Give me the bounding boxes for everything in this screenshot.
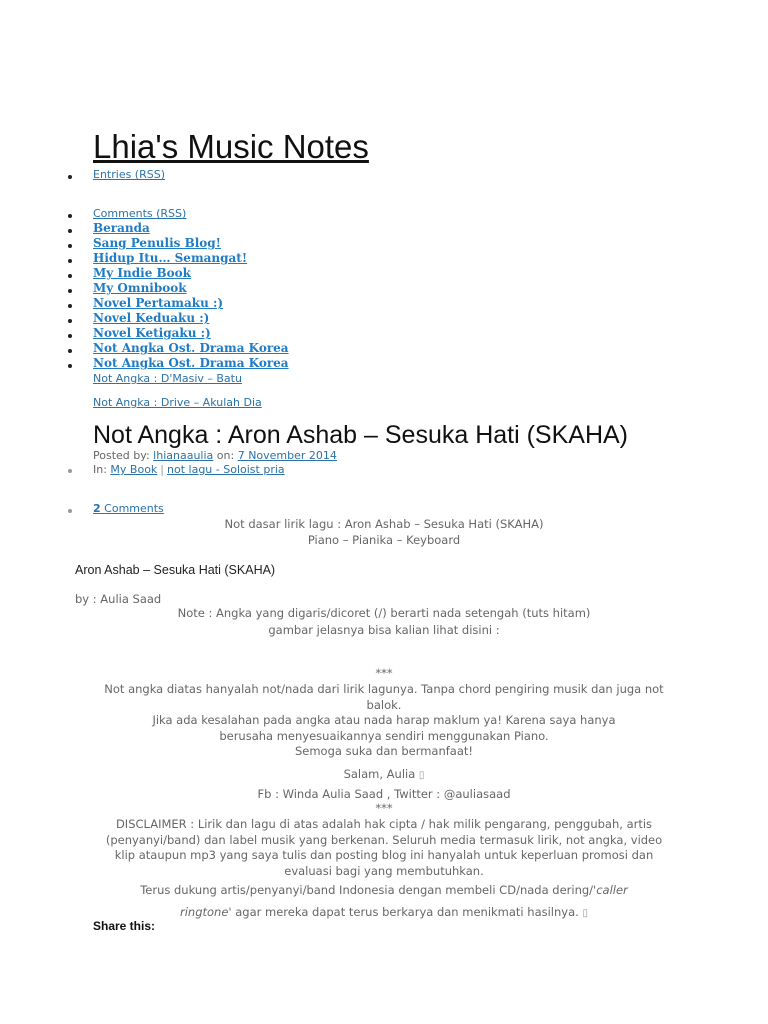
missing-glyph: ▯	[418, 770, 425, 781]
disclaimer: DISCLAIMER : Lirik dan lagu di atas adalah hak cipta / hak milik pengarang, penggubah, artis (penyanyi/band) dan label musik yang berkenan. Seluruh media termasuk lirik, not angka, video klip ataupun mp3 yang saya tulis dan posting blog ini hanyalah untuk keperluan promosi dan evaluasi bagi yang membutuhkan.	[105, 817, 663, 878]
bullet	[68, 334, 72, 338]
song-title: Aron Ashab – Sesuka Hati (SKAHA)	[75, 563, 276, 577]
paragraph-3: Semoga suka dan bermanfaat!	[294, 744, 474, 758]
comments-rss-link[interactable]: Comments (RSS)	[93, 207, 187, 220]
post-date-link[interactable]: 7 November 2014	[237, 449, 337, 462]
bullet	[68, 364, 72, 368]
post-byline	[93, 449, 337, 463]
category-link-my-book[interactable]: My Book	[110, 463, 158, 476]
comments-link[interactable]	[93, 502, 164, 516]
post-title: Not Angka : Aron Ashab – Sesuka Hati (SKAHA)	[93, 421, 629, 449]
bullet	[68, 274, 72, 278]
support-text-2: agar mereka dapat terus berkarya dan menikmati hasilnya.	[231, 905, 579, 919]
nav-item-novel-ketigaku[interactable]: Novel Ketigaku :)	[93, 326, 211, 340]
entries-rss-link[interactable]: Entries (RSS)	[93, 168, 165, 181]
intro-line-2: Piano – Pianika – Keyboard	[307, 533, 461, 547]
support-text-1: Terus dukung artis/penyanyi/band Indonesia dengan membeli CD/nada dering/	[140, 883, 594, 897]
nav-item-not-angka-ost-drama-korea[interactable]: Not Angka Ost. Drama Korea	[93, 341, 289, 355]
author-credit: by : Aulia Saad	[75, 592, 162, 606]
in-label: In:	[93, 463, 107, 476]
paragraph-2: Jika ada kesalahan pada angka atau nada harap maklum ya! Karena saya hanya berusaha menyesuaikannya sendiri menggunakan Piano.	[152, 713, 616, 743]
support-italic: 'caller ringtone'	[180, 883, 628, 919]
salam-text: Salam, Aulia	[343, 767, 416, 781]
support-paragraph	[118, 879, 650, 925]
post-categories	[93, 463, 285, 477]
missing-glyph: ▯	[582, 908, 588, 919]
note-line: Note : Angka yang digaris/dicoret (/) berarti nada setengah (tuts hitam)	[177, 606, 591, 620]
intro-line-1: Not dasar lirik lagu : Aron Ashab – Sesuka Hati (SKAHA)	[224, 517, 544, 531]
nav-item-my-indie-book[interactable]: My Indie Book	[93, 266, 191, 280]
nav-item-beranda[interactable]: Beranda	[93, 221, 150, 235]
previous-post-link[interactable]: Not Angka : D'Masiv – Batu	[93, 372, 242, 385]
bullet	[68, 304, 72, 308]
bullet	[68, 469, 72, 473]
social-line: Fb : Winda Aulia Saad , Twitter : @auliasaad	[257, 787, 511, 801]
separator: |	[160, 463, 165, 476]
note-image-hint: gambar jelasnya bisa kalian lihat disini :	[268, 623, 500, 637]
nav-item-novel-keduaku[interactable]: Novel Keduaku :)	[93, 311, 210, 325]
bullet	[68, 509, 72, 513]
paragraph-1: Not angka diatas hanyalah not/nada dari lirik lagunya. Tanpa chord pengiring musik dan juga not balok.	[104, 682, 664, 712]
nav-item-hidup-itu-semangat[interactable]: Hidup Itu… Semangat!	[93, 251, 248, 265]
comments-count: 2	[93, 502, 101, 515]
bullet	[68, 349, 72, 353]
bullet	[68, 175, 72, 179]
site-title[interactable]: Lhia's Music Notes	[93, 128, 369, 165]
on-label: on:	[216, 449, 235, 462]
separator-stars: ***	[375, 666, 393, 680]
bullet	[68, 244, 72, 248]
bullet	[68, 259, 72, 263]
nav-item-my-omnibook[interactable]: My Omnibook	[93, 281, 187, 295]
separator-stars-2: ***	[375, 801, 393, 815]
bullet	[68, 319, 72, 323]
nav-item-not-angka-ost-drama-korea-2[interactable]: Not Angka Ost. Drama Korea	[93, 356, 289, 370]
posted-by-label: Posted by:	[93, 449, 150, 462]
category-link-soloist-pria[interactable]: not lagu - Soloist pria	[167, 463, 285, 476]
bullet	[68, 229, 72, 233]
salam-line	[80, 767, 688, 784]
bullet	[68, 289, 72, 293]
comments-label: Comments	[104, 502, 164, 515]
nav-item-sang-penulis-blog[interactable]: Sang Penulis Blog!	[93, 236, 221, 250]
share-this-heading: Share this:	[93, 919, 156, 933]
next-post-link[interactable]: Not Angka : Drive – Akulah Dia	[93, 396, 262, 409]
author-link[interactable]: lhianaaulia	[153, 449, 214, 462]
bullet	[68, 214, 72, 218]
nav-item-novel-pertamaku[interactable]: Novel Pertamaku :)	[93, 296, 224, 310]
